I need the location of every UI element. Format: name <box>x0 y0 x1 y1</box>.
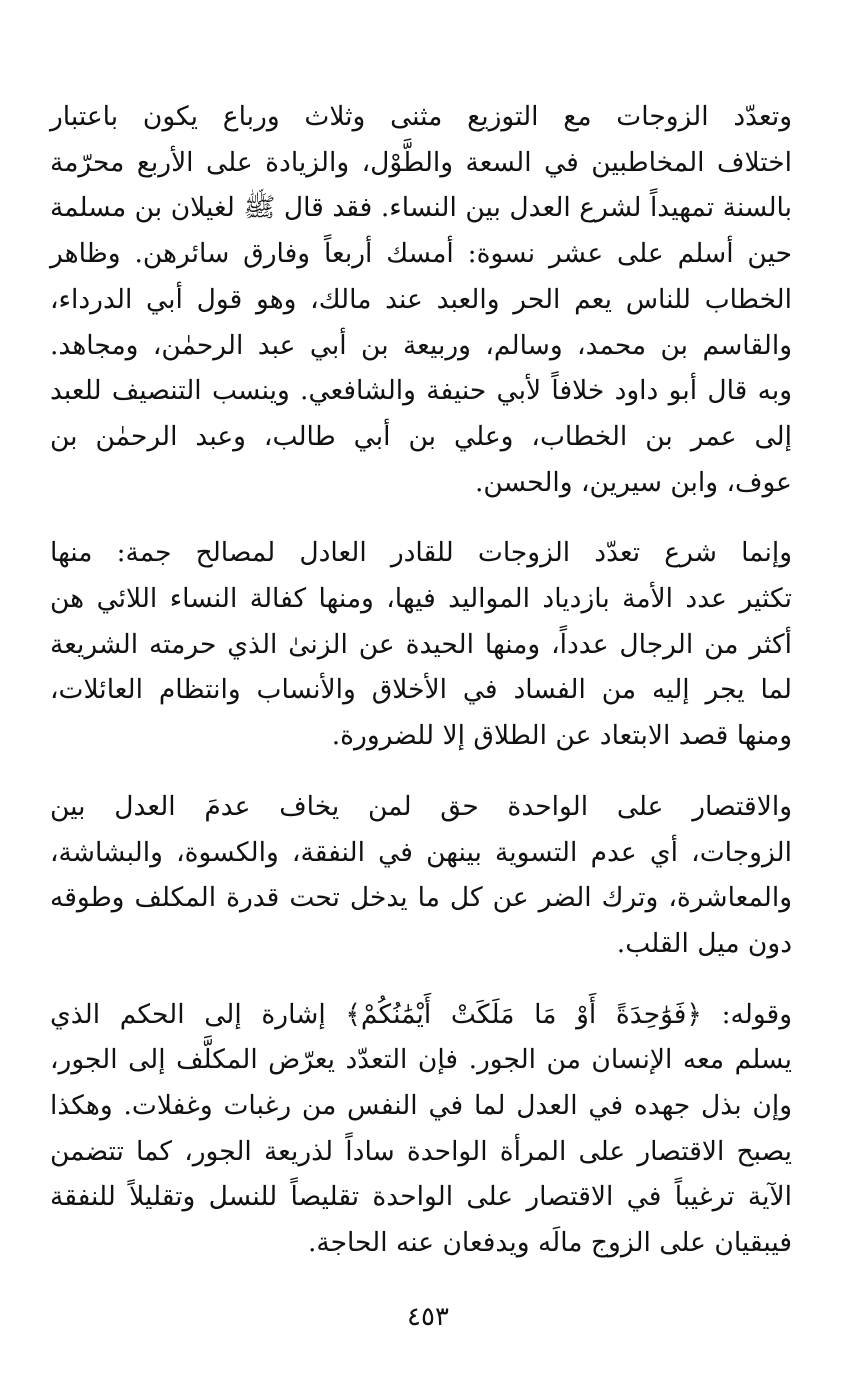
page-body <box>50 94 792 1291</box>
text-line: والاقتصار على الواحدة حق لمن يخاف عدمَ العدل بين <box>50 790 792 822</box>
page-number: ٤٥٣ <box>407 1302 449 1332</box>
text-line: ومنها قصد الابتعاد عن الطلاق إلا للضرورة. <box>331 720 792 752</box>
text-line: وإن بذل جهده في العدل لما في النفس من رغبات وغفلات. وهكذا <box>50 1090 792 1122</box>
text-line: يصبح الاقتصار على المرأة الواحدة ساداً لذريعة الجور، كما تتضمن <box>50 1135 792 1167</box>
text-line: أكثر من الرجال عدداً، ومنها الحيدة عن الزنىٰ الذي حرمته الشريعة <box>50 628 792 660</box>
text-line: تكثير عدد الأمة بازدياد المواليد فيها، ومنها كفالة النساء اللائي هن <box>50 583 792 615</box>
text-line: وإنما شرع تعدّد الزوجات للقادر العادل لمصالح جمة: منها <box>50 537 792 569</box>
text-line: والمعاشرة، وترك الضر عن كل ما يدخل تحت قدرة المكلف وطوقه <box>50 882 792 914</box>
text-line: حين أسلم على عشر نسوة: أمسك أربعاً وفارق سائرهن. وظاهر <box>50 238 792 270</box>
text-line: وتعدّد الزوجات مع التوزيع مثنى وثلاث ورباع يكون باعتبار <box>50 101 792 132</box>
text-line: بالسنة تمهيداً لشرع العدل بين النساء. فقد قال ﷺ لغيلان بن مسلمة <box>50 192 792 224</box>
text-line: فيبقيان على الزوج مالَه ويدفعان عنه الحاجة. <box>307 1227 792 1259</box>
paragraph-polygamy-benefits <box>50 530 792 759</box>
paragraph-quran-verse-commentary <box>50 992 792 1266</box>
paragraph-single-wife <box>50 784 792 967</box>
text-line: عوف، وابن سيرين، والحسن. <box>474 466 792 498</box>
text-line: وقوله: ﴿فَوَٰحِدَةً أَوْ مَا مَلَكَتْ أَيْمَٰنُكُمْ﴾ إشارة إلى الحكم الذي <box>50 998 792 1030</box>
text-line: إلى عمر بن الخطاب، وعلي بن أبي طالب، وعبد الرحمٰن بن <box>50 420 792 452</box>
text-line: دون ميل القلب. <box>616 927 792 959</box>
text-line: اختلاف المخاطبين في السعة والطَّوْل، والزيادة على الأربع محرّمة <box>50 146 792 178</box>
text-line: الخطاب للناس يعم الحر والعبد عند مالك، وهو قول أبي الدرداء، <box>50 283 792 315</box>
paragraph-polygamy-distribution <box>50 94 792 505</box>
text-line: الآية ترغيباً في الاقتصار على الواحدة تقليصاً للنسل وتقليلاً للنفقة <box>50 1181 792 1213</box>
text-line: يسلم معه الإنسان من الجور. فإن التعدّد يعرّض المكلَّف إلى الجور، <box>50 1044 792 1076</box>
text-line: والقاسم بن محمد، وسالم، وربيعة بن أبي عبد الرحمٰن، ومجاهد. <box>50 329 792 361</box>
text-line: وبه قال أبو داود خلافاً لأبي حنيفة والشافعي. وينسب التنصيف للعبد <box>50 375 792 407</box>
text-line: لما يجر إليه من الفساد في الأخلاق والأنساب وانتظام العائلات، <box>50 674 792 706</box>
text-line: الزوجات، أي عدم التسوية بينهن في النفقة، والكسوة، والبشاشة، <box>50 836 792 868</box>
